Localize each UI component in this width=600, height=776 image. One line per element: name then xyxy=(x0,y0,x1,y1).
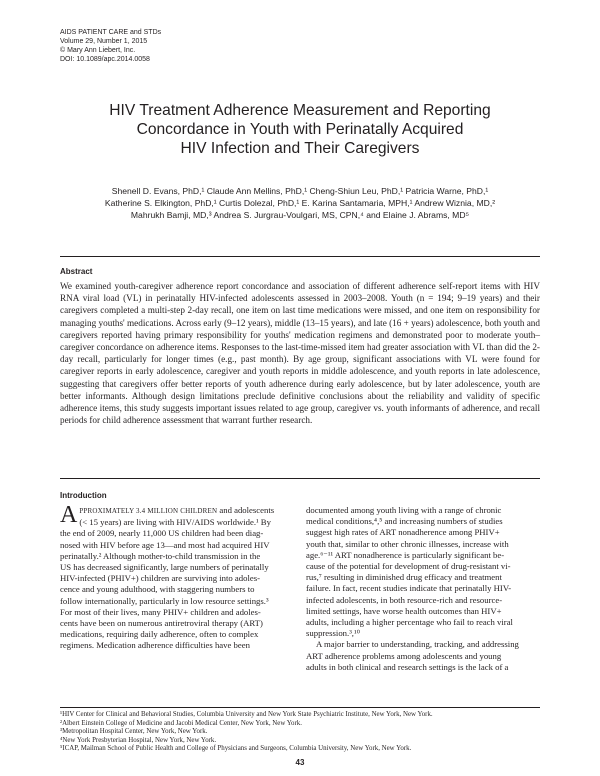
journal-info xyxy=(60,28,310,64)
abstract-heading: Abstract xyxy=(60,267,93,276)
body-line: nosed with HIV before age 13—and most had acquired HIV xyxy=(60,539,270,550)
body-line: the end of 2009, nearly 11,000 US children had been diag- xyxy=(60,528,264,539)
affiliation-footnotes xyxy=(60,711,540,754)
body-line: US has decreased significantly, large numbers of perinatally xyxy=(60,562,269,573)
body-line: follow internationally, particularly in low resource settings.³ xyxy=(60,595,269,606)
page-number: 43 xyxy=(295,758,305,767)
body-line: suppression.³,¹⁰ xyxy=(306,628,361,639)
author-line: Katherine S. Elkington, PhD,¹ Curtis Dolezal, PhD,¹ E. Karina Santamaria, MPH,¹ Andrew Wiznia, MD,² xyxy=(104,197,496,208)
body-line: rus,⁷ resulting in diminished drug efficacy and treatment xyxy=(306,572,502,583)
journal-volume: Volume 29, Number 1, 2015 xyxy=(60,38,148,45)
body-line: cents have been on numerous antiretroviral therapy (ART) xyxy=(60,618,263,629)
body-line: infected adolescents, in both resource-rich and resource- xyxy=(306,594,503,605)
body-line: perinatally.² Although mother-to-child transmission in the xyxy=(60,550,261,561)
abstract-top-rule xyxy=(60,256,540,257)
body-line: and adolescents xyxy=(219,505,275,515)
introduction-right-column xyxy=(306,505,540,673)
drop-cap: A xyxy=(60,502,78,528)
footnote: ⁵ICAP, Mailman School of Public Health and College of Physicians and Surgeons, Columbia University, New York, New York. xyxy=(60,745,412,753)
introduction-left-column xyxy=(60,502,294,652)
introduction-heading: Introduction xyxy=(60,491,107,500)
body-line: suggest high rates of ART nonadherence among PHIV+ xyxy=(306,527,500,538)
footnote-rule xyxy=(60,707,540,708)
body-line: ART adherence problems among adolescents and young xyxy=(306,650,502,661)
body-line: adults in both clinical and research settings is the lack of a xyxy=(306,661,509,672)
body-line: youth that, similar to other chronic illnesses, increase with xyxy=(306,538,509,549)
author-line: Mahrukh Bamji, MD,³ Andrea S. Jurgrau-Voulgari, MS, CPN,⁴ and Elaine J. Abrams, MD⁵ xyxy=(130,209,470,220)
journal-copyright: © Mary Ann Liebert, Inc. xyxy=(60,47,136,54)
body-line: cence and young adulthood, with staggering numbers to xyxy=(60,584,255,595)
title-line: HIV Infection and Their Caregivers xyxy=(180,140,420,157)
body-line: limited settings, have worse health outcomes than HIV+ xyxy=(306,605,502,616)
body-line: documented among youth living with a range of chronic xyxy=(306,505,502,515)
footnote: ⁴New York Presbyterian Hospital, New York, New York. xyxy=(60,736,217,744)
body-line: cause of the potential for development of drug-resistant vi- xyxy=(306,561,511,572)
author-line: Shenell D. Evans, PhD,¹ Claude Ann Mellins, PhD,¹ Cheng-Shiun Leu, PhD,¹ Patricia Warne, PhD,¹ xyxy=(111,186,489,196)
body-line: adults, including a higher percentage who fail to reach viral xyxy=(306,617,513,628)
footnote: ¹HIV Center for Clinical and Behavioral Studies, Columbia University and New York State Psychiatric Institute, New York, New York. xyxy=(60,711,433,718)
journal-doi: DOI: 10.1089/apc.2014.0058 xyxy=(60,56,150,63)
body-line: A major barrier to understanding, tracking, and addressing xyxy=(316,639,519,650)
article-title xyxy=(60,101,540,158)
body-line: medications, requiring daily adherence, often to complex xyxy=(60,629,259,640)
title-line: HIV Treatment Adherence Measurement and Reporting xyxy=(109,102,491,119)
body-line: HIV-infected (PHIV+) children are surviving into adoles- xyxy=(60,573,260,584)
footnote: ²Albert Einstein College of Medicine and Jacobi Medical Center, New York, New York. xyxy=(60,719,302,727)
footnote: ³Metropolitan Hospital Center, New York, New York. xyxy=(60,728,208,736)
body-line: (< 15 years) are living with HIV/AIDS worldwide.¹ By xyxy=(79,517,271,528)
body-line: For most of their lives, many PHIV+ children and adoles- xyxy=(60,606,261,617)
author-list xyxy=(60,186,540,221)
small-caps-lead: PPROXIMATELY 3.4 MILLION CHILDREN xyxy=(79,507,218,515)
body-line: failure. In fact, recent studies indicate that perinatally HIV- xyxy=(306,583,512,594)
journal-name: AIDS PATIENT CARE and STDs xyxy=(60,29,162,36)
abstract-bottom-rule xyxy=(60,478,540,479)
body-line: age.⁶⁻¹¹ ART nonadherence is particularly significant be- xyxy=(306,549,505,560)
body-line: medical conditions,⁴,⁵ and increasing numbers of studies xyxy=(306,516,503,527)
title-line: Concordance in Youth with Perinatally Acquired xyxy=(136,121,464,138)
abstract-text: We examined youth-caregiver adherence report concordance and association of different adherence self-report items with HIV RNA viral load (VL) in perinatally HIV-infected adolescents assessed in 2003–2008. Youth (n = 194; 9–19 years) and their caregivers completed a multi-step 2-day recall, one item on last time medications were missed, and one item on responsibility for managing youths' medications. Across early (9–12 years), middle (13–15 years), and late (16 + years) adolescence, both youth and caregivers reported having primary responsibility for youths' medication regimens and demonstrated poor to moderate youth–caregiver concordance on adherence items. Responses to the last-time-missed item had greater association with VL than did the 2-day recall, particularly for longer times (e.g., past month). By age group, significant associations with VL were found for caregiver reports in early adolescence, caregiver and youth reports in middle adolescence, and youth reports in late adolescence, suggesting that caregivers offer better reports of youth adherence during early adolescence, but by later adolescence, youth are better informants. Although design limitations preclude definitive conclusions about the reliability and validity of specific adherence items, this study suggests important issues related to age group, caregiver vs. youth informants of adherence, and recall periods for child adherence assessment that warrant further research. xyxy=(60,281,540,426)
body-line: regimens. Medication adherence difficulties have been xyxy=(60,640,250,651)
